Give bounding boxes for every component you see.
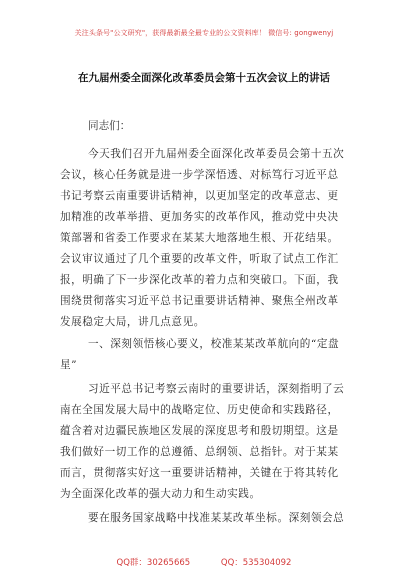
paragraph-line: 蕴含着对边疆民族地区发展的深度思考和殷切期望。这是 — [60, 425, 339, 437]
paragraph-line: 书记考察云南重要讲话精神，以更加坚定的改革意志、更 — [60, 190, 339, 202]
paragraph-line: 策部署和省委工作要求在某某大地落地生根、开花结果。 — [60, 232, 339, 244]
paragraph-line: 习近平总书记考察云南时的重要讲话，深刻指明了云 — [88, 383, 345, 395]
top-banner: 关注头条号"公文研究"，获得最新最全最专业的公文资料库！ 微信号: gongwenyj — [74, 29, 334, 37]
paragraph-line: 加精准的改革举措、更加务实的改革作风，推动党中央决 — [60, 211, 339, 223]
document-title: 在九届州委全面深化改革委员会第十五次会议上的讲话 — [78, 72, 330, 84]
qq-group-number: QQ群：30265665 — [116, 558, 191, 568]
section-heading: 一、深刻领悟核心要义，校准某某改革航向的“定盘 — [88, 338, 340, 350]
paragraph-line: 南在全国发展大局中的战略定位、历史使命和实践路径， — [60, 404, 339, 416]
paragraph-line: 围绕贯彻落实习近平总书记重要讲话精神、聚焦全州改革 — [60, 295, 339, 307]
section-heading-continued: 星” — [60, 359, 78, 371]
footer-contact — [0, 556, 408, 568]
paragraph-line: 报，明确了下一步深化改革的着力点和突破口。下面，我 — [60, 274, 339, 286]
paragraph-line: 而言，贯彻落实好这一重要讲话精神，关键在于将其转化 — [60, 467, 339, 479]
paragraph-line: 会议审议通过了几个重要的改革文件，听取了试点工作汇 — [60, 253, 339, 265]
paragraph-line: 会议，核心任务就是进一步学深悟透、对标笃行习近平总 — [60, 169, 339, 181]
paragraph-line: 今天我们召开九届州委全面深化改革委员会第十五次 — [88, 148, 345, 160]
paragraph-line: 为全面深化改革的强大动力和生动实践。 — [60, 488, 261, 500]
paragraph-line: 要在服务国家战略中找准某某改革坐标。深刻领会总 — [88, 512, 345, 524]
paragraph-line: 我们做好一切工作的总遵循、总纲领、总指针。对于某某 — [60, 446, 339, 458]
salutation: 同志们： — [88, 120, 131, 132]
qq-number: QQ：535304092 — [220, 558, 292, 568]
paragraph-line: 发展稳定大局，讲几点意见。 — [60, 316, 205, 328]
